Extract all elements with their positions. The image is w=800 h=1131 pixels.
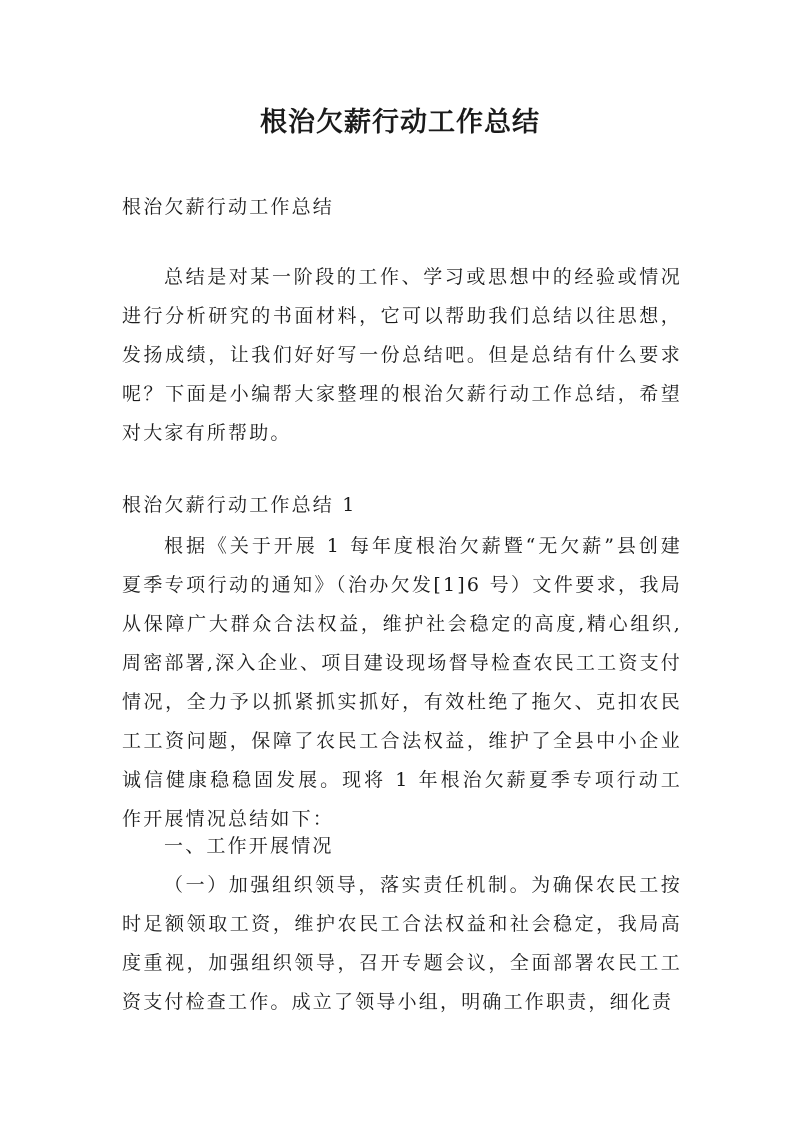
document-subtitle: 根治欠薪行动工作总结 — [122, 196, 335, 218]
intro-paragraph: 总结是对某一阶段的工作、学习或思想中的经验或情况进行分析研究的书面材料，它可以帮助我们总结以往思想，发扬成绩，让我们好好写一份总结吧。但是总结有什么要求呢？下面是小编帮大家整理的根治欠薪行动工作总结，希望对大家有所帮助。 — [122, 266, 682, 444]
section-heading: 根治欠薪行动工作总结 1 — [122, 494, 357, 516]
paragraph-1: 根据《关于开展 1 每年度根治欠薪暨“无欠薪”县创建夏季专项行动的通知》（治办欠发[1]6 号）文件要求，我局从保障广大群众合法权益，维护社会稳定的高度,精心组织,周密部署,深入企业、项目建设现场督导检查农民工工资支付情况，全力予以抓紧抓实抓好，有效杜绝了拖欠、克扣农民工工资问题，保障了农民工合法权益，维护了全县中小企业诚信健康稳稳固发展。现将 1 年根治欠薪夏季专项行动工作开展情况总结如下： — [122, 535, 682, 830]
document-title: 根治欠薪行动工作总结 — [260, 107, 540, 138]
paragraph-2: （一）加强组织领导，落实责任机制。为确保农民工按时足额领取工资，维护农民工合法权益和社会稳定，我局高度重视，加强组织领导，召开专题会议，全面部署农民工工资支付检查工作。成立了领导小组，明确工作职责，细化责 — [122, 874, 682, 1013]
heading-work-status: 一、工作开展情况 — [164, 835, 334, 857]
